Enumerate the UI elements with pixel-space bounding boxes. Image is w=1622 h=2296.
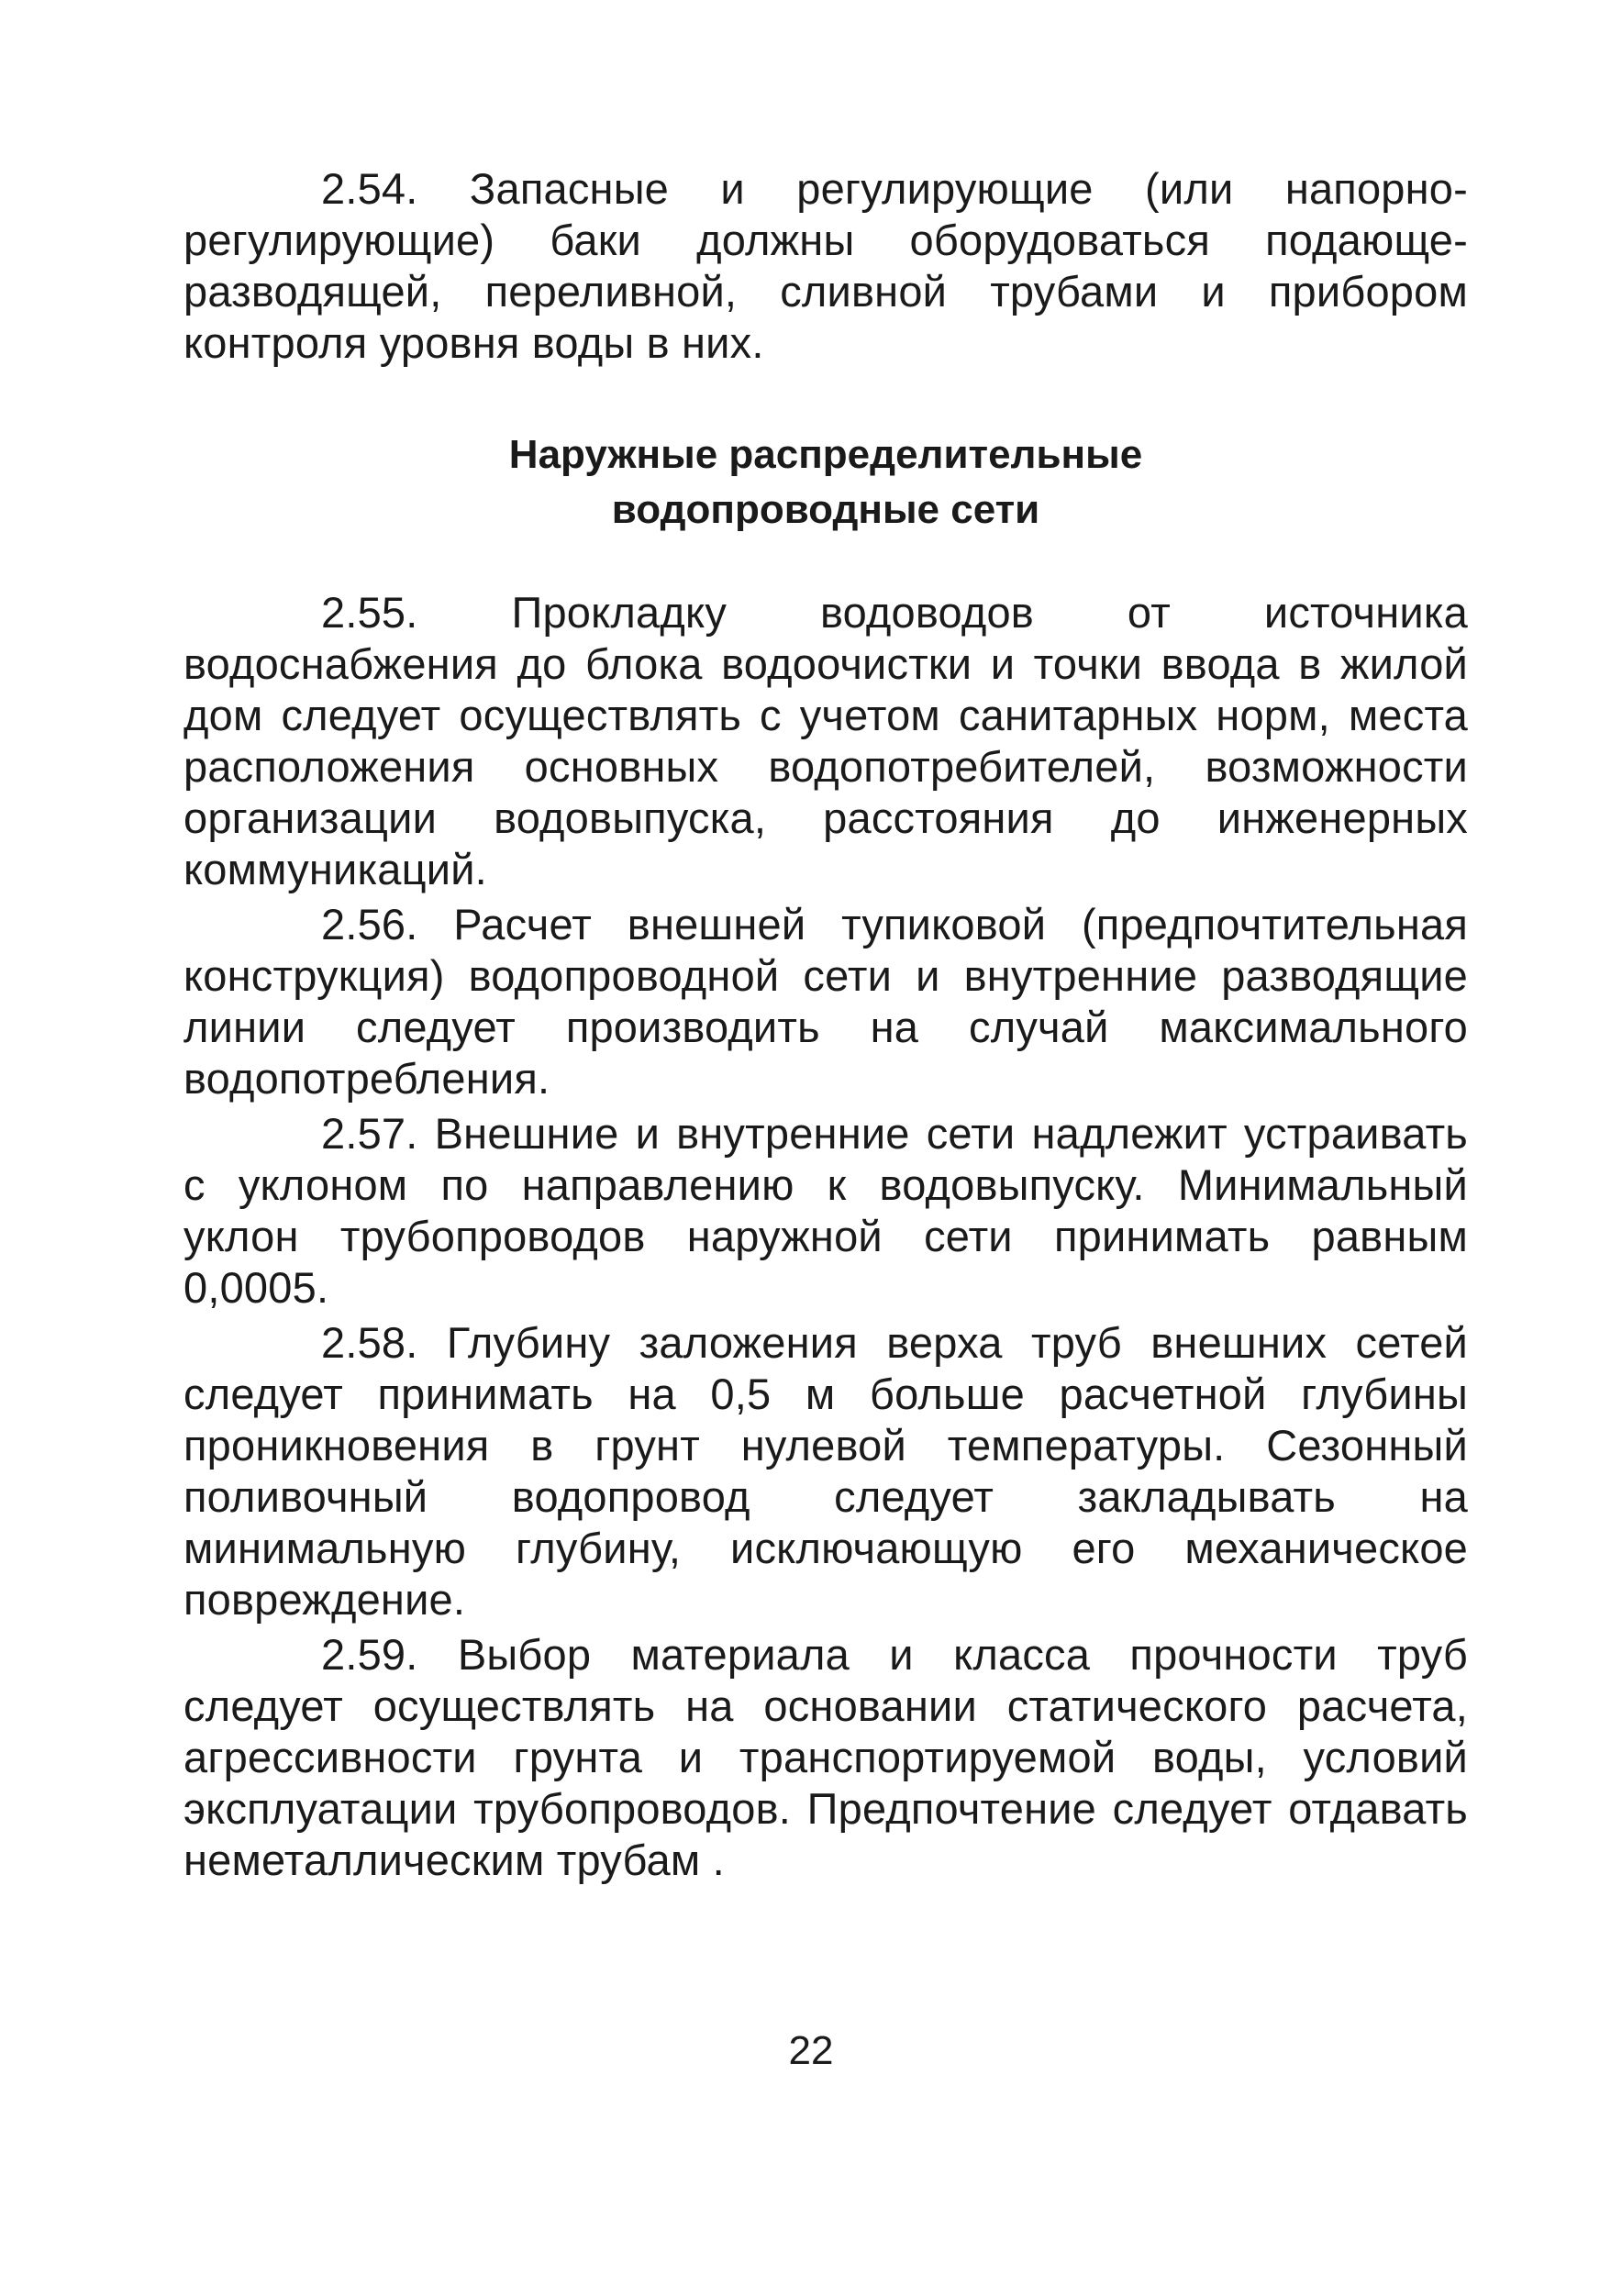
clause-2-55: 2.55. Прокладку водоводов от источника водоснабжения до блока водоочистки и точки ввода в жилой дом следует осуществлять с учетом санитарных норм, места расположения основных водопотребителей, возможности организации водовыпуска, расстояния до инженерных коммуникаций. — [183, 588, 1468, 893]
clause-list — [183, 587, 1468, 1886]
clause-2-54: 2.54. Запасные и регулирующие (или напорно-регулирующие) баки должны оборудоваться подающе-разводящей, переливной, сливной трубами и прибором контроля уровня воды в них. — [183, 164, 1468, 367]
page-number: 22 — [788, 2028, 834, 2073]
clause-2-57: 2.57. Внешние и внутренние сети надлежит устраивать с уклоном по направлению к водовыпуску. Минимальный уклон трубопроводов наружной сети принимать равным 0,0005. — [183, 1109, 1468, 1312]
section-heading — [183, 427, 1468, 538]
clause-block-top — [183, 163, 1468, 369]
section-heading-line2: водопроводные сети — [611, 487, 1040, 532]
section-heading-line1: Наружные распределительные — [508, 432, 1143, 477]
clause-2-59: 2.59. Выбор материала и класса прочности труб следует осуществлять на основании статического расчета, агрессивности грунта и транспортируемой воды, условий эксплуатации трубопроводов. Предпочтение следует отдавать неметаллическим трубам . — [183, 1630, 1468, 1884]
clause-2-58: 2.58. Глубину заложения верха труб внешних сетей следует принимать на 0,5 м больше расчетной глубины проникновения в грунт нулевой температуры. Сезонный поливочный водопровод следует закладывать на минимальную глубину, исключающую его механическое повреждение. — [183, 1318, 1468, 1624]
clause-2-56: 2.56. Расчет внешней тупиковой (предпочтительная конструкция) водопроводной сети и внутренние разводящие линии следует производить на случай максимального водопотребления. — [183, 900, 1468, 1103]
